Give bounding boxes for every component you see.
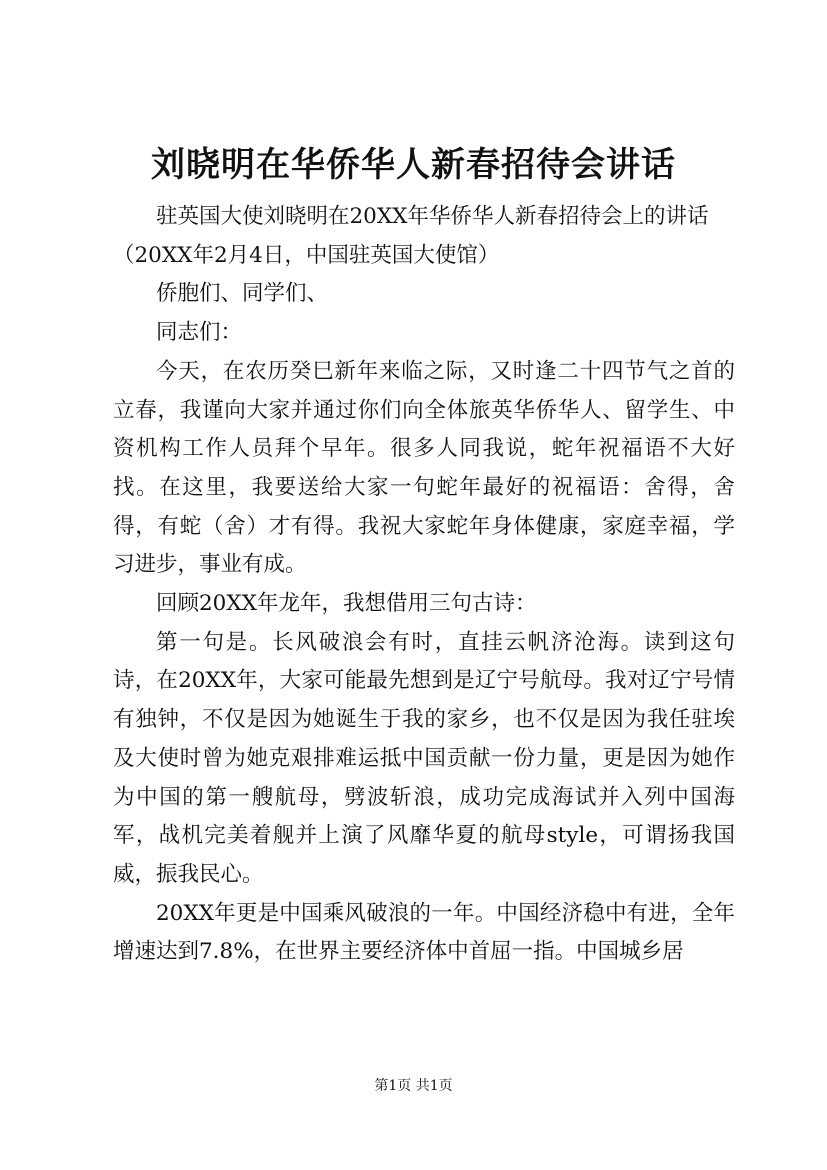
paragraph: 回顾20XX年龙年，我想借用三句古诗： — [156, 591, 537, 617]
salutation-line-2: 同志们： — [156, 320, 243, 346]
paragraph: 第一句是。长风破浪会有时，直挂云帆济沧海。读到这句诗，在20XX年，大家可能最先想到是辽宁号航母。我对辽宁号情有独钟，不仅是因为她诞生于我的家乡，也不仅是因为我任驻埃及大使时曾为她克艰排难运抵中国贡献一份力量，更是因为她作为中国的第一艘航母，劈波斩浪，成功完成海试并入列中国海军，战机完美着舰并上演了风靡华夏的航母style，可谓扬我国威，振我民心。 — [113, 629, 735, 887]
paragraph: 今天，在农历癸巳新年来临之际，又时逢二十四节气之首的立春，我谨向大家并通过你们向全体旅英华侨华人、留学生、中资机构工作人员拜个早年。很多人同我说，蛇年祝福语不大好找。在这里，我要送给大家一句蛇年最好的祝福语：舍得，舍得，有蛇（舍）才有得。我祝大家蛇年身体健康，家庭幸福，学习进步，事业有成。 — [113, 358, 735, 578]
date-line: （20XX年2月4日，中国驻英国大使馆） — [113, 242, 500, 268]
document-body — [113, 198, 735, 972]
subtitle-line: 驻英国大使刘晓明在20XX年华侨华人新春招待会上的讲话 — [156, 204, 709, 229]
salutation-line-1: 侨胞们、同学们、 — [156, 281, 329, 307]
page-footer: 第1页 共1页 — [374, 1078, 453, 1094]
document-title: 刘晓明在华侨华人新春招待会讲话 — [151, 145, 676, 185]
paragraph: 20XX年更是中国乘风破浪的一年。中国经济稳中有进，全年增速达到7.8%，在世界主要经济体中首屈一指。中国城乡居 — [113, 900, 735, 965]
